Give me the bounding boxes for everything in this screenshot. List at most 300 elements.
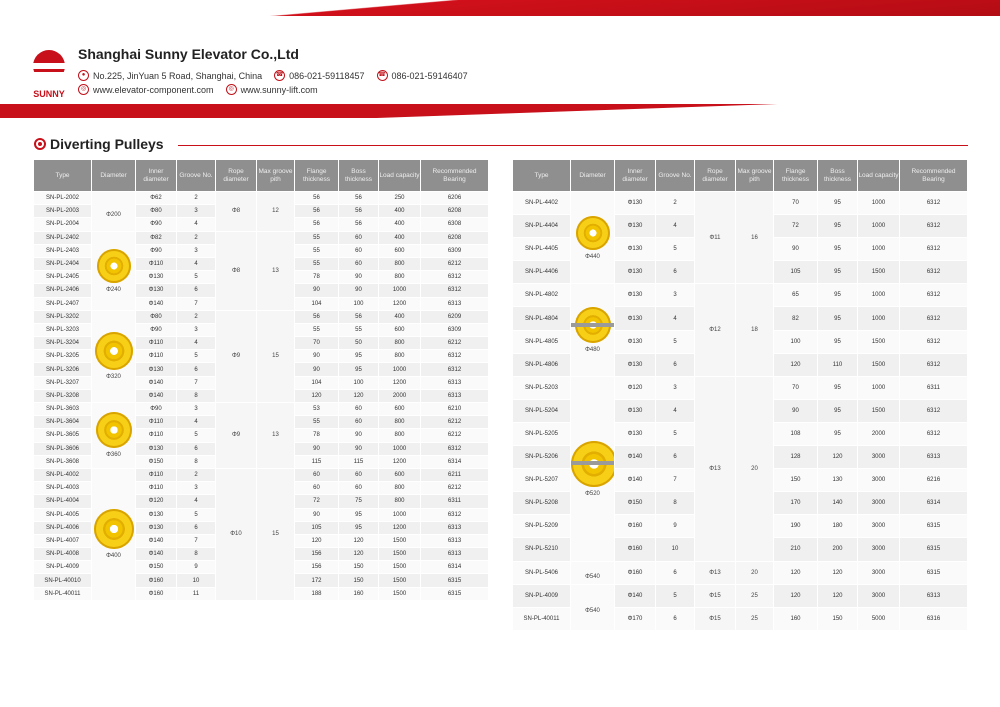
rope-diameter-cell: Φ8 bbox=[216, 192, 257, 232]
pulley-image bbox=[97, 249, 131, 283]
rope-diameter-cell: Φ9 bbox=[216, 310, 257, 402]
groove-no-cell: 2 bbox=[177, 310, 216, 323]
load-capacity-cell: 1500 bbox=[379, 534, 421, 547]
type-cell: SN-PL-3202 bbox=[34, 310, 92, 323]
load-capacity-cell: 800 bbox=[379, 350, 421, 363]
groove-no-cell: 7 bbox=[656, 469, 695, 492]
type-cell: SN-PL-3605 bbox=[34, 429, 92, 442]
recommended-bearing-cell: 6312 bbox=[900, 261, 968, 284]
inner-diameter-cell: Φ110 bbox=[136, 350, 177, 363]
rope-diameter-cell: Φ13 bbox=[695, 561, 736, 584]
inner-diameter-cell: Φ130 bbox=[615, 192, 656, 215]
recommended-bearing-cell: 6313 bbox=[421, 521, 489, 534]
right-pulley-table bbox=[512, 159, 968, 631]
groove-no-cell: 10 bbox=[177, 574, 216, 587]
phone1-text: 086-021-59118457 bbox=[289, 70, 365, 81]
recommended-bearing-cell: 6312 bbox=[900, 192, 968, 215]
inner-diameter-cell: Φ120 bbox=[615, 376, 656, 399]
flange-thickness-cell: 156 bbox=[295, 548, 339, 561]
flange-thickness-cell: 120 bbox=[774, 353, 818, 376]
load-capacity-cell: 800 bbox=[379, 482, 421, 495]
inner-diameter-cell: Φ90 bbox=[136, 403, 177, 416]
type-cell: SN-PL-2405 bbox=[34, 271, 92, 284]
recommended-bearing-cell: 6315 bbox=[900, 538, 968, 561]
type-cell: SN-PL-2404 bbox=[34, 257, 92, 270]
load-capacity-cell: 1200 bbox=[379, 521, 421, 534]
inner-diameter-cell: Φ150 bbox=[615, 492, 656, 515]
diameter-cell bbox=[92, 231, 136, 310]
boss-thickness-cell: 120 bbox=[339, 548, 379, 561]
col-header-load-capacity: Load capacity bbox=[379, 160, 421, 192]
recommended-bearing-cell: 6312 bbox=[900, 238, 968, 261]
rope-diameter-cell: Φ15 bbox=[695, 584, 736, 607]
load-capacity-cell: 800 bbox=[379, 257, 421, 270]
inner-diameter-cell: Φ110 bbox=[136, 468, 177, 481]
type-cell: SN-PL-2003 bbox=[34, 205, 92, 218]
inner-diameter-cell: Φ140 bbox=[615, 469, 656, 492]
boss-thickness-cell: 56 bbox=[339, 218, 379, 231]
flange-thickness-cell: 70 bbox=[774, 192, 818, 215]
flange-thickness-cell: 72 bbox=[774, 215, 818, 238]
boss-thickness-cell: 56 bbox=[339, 205, 379, 218]
groove-no-cell: 6 bbox=[177, 363, 216, 376]
type-cell: SN-PL-2407 bbox=[34, 297, 92, 310]
load-capacity-cell: 3000 bbox=[858, 584, 900, 607]
load-capacity-cell: 3000 bbox=[858, 538, 900, 561]
boss-thickness-cell: 120 bbox=[339, 389, 379, 402]
groove-no-cell: 6 bbox=[656, 561, 695, 584]
diameter-cell bbox=[92, 310, 136, 402]
max-groove-pith-cell: 15 bbox=[257, 310, 295, 402]
boss-thickness-cell: 60 bbox=[339, 468, 379, 481]
recommended-bearing-cell: 6313 bbox=[421, 376, 489, 389]
inner-diameter-cell: Φ130 bbox=[136, 521, 177, 534]
inner-diameter-cell: Φ130 bbox=[615, 422, 656, 445]
recommended-bearing-cell: 6315 bbox=[421, 587, 489, 600]
recommended-bearing-cell: 6312 bbox=[421, 284, 489, 297]
boss-thickness-cell: 95 bbox=[339, 350, 379, 363]
recommended-bearing-cell: 6312 bbox=[421, 271, 489, 284]
type-cell: SN-PL-2406 bbox=[34, 284, 92, 297]
groove-no-cell: 4 bbox=[656, 399, 695, 422]
recommended-bearing-cell: 6216 bbox=[900, 469, 968, 492]
inner-diameter-cell: Φ160 bbox=[615, 538, 656, 561]
address-text: No.225, JinYuan 5 Road, Shanghai, China bbox=[93, 70, 263, 81]
inner-diameter-cell: Φ90 bbox=[136, 218, 177, 231]
diameter-cell bbox=[92, 468, 136, 600]
type-cell: SN-PL-5206 bbox=[513, 446, 571, 469]
load-capacity-cell: 1000 bbox=[379, 442, 421, 455]
boss-thickness-cell: 95 bbox=[818, 399, 858, 422]
flange-thickness-cell: 120 bbox=[295, 534, 339, 547]
load-capacity-cell: 5000 bbox=[858, 607, 900, 630]
col-header-flange-thickness: Flange thickness bbox=[295, 160, 339, 192]
boss-thickness-cell: 60 bbox=[339, 231, 379, 244]
boss-thickness-cell: 95 bbox=[818, 261, 858, 284]
flange-thickness-cell: 90 bbox=[774, 399, 818, 422]
groove-no-cell: 7 bbox=[177, 534, 216, 547]
table-row bbox=[513, 192, 968, 215]
inner-diameter-cell: Φ120 bbox=[136, 495, 177, 508]
boss-thickness-cell: 95 bbox=[818, 307, 858, 330]
type-cell: SN-PL-5209 bbox=[513, 515, 571, 538]
type-cell: SN-PL-4402 bbox=[513, 192, 571, 215]
recommended-bearing-cell: 6314 bbox=[421, 455, 489, 468]
boss-thickness-cell: 95 bbox=[339, 508, 379, 521]
inner-diameter-cell: Φ90 bbox=[136, 323, 177, 336]
type-cell: SN-PL-40011 bbox=[513, 607, 571, 630]
inner-diameter-cell: Φ82 bbox=[136, 231, 177, 244]
type-cell: SN-PL-3204 bbox=[34, 337, 92, 350]
recommended-bearing-cell: 6313 bbox=[421, 548, 489, 561]
boss-thickness-cell: 200 bbox=[818, 538, 858, 561]
flange-thickness-cell: 160 bbox=[774, 607, 818, 630]
boss-thickness-cell: 120 bbox=[339, 534, 379, 547]
flange-thickness-cell: 188 bbox=[295, 587, 339, 600]
load-capacity-cell: 400 bbox=[379, 231, 421, 244]
flange-thickness-cell: 120 bbox=[295, 389, 339, 402]
flange-thickness-cell: 90 bbox=[295, 284, 339, 297]
diameter-label: Φ360 bbox=[106, 452, 121, 459]
groove-no-cell: 11 bbox=[177, 587, 216, 600]
fax-icon: ☎ bbox=[377, 70, 388, 81]
table-row bbox=[34, 310, 489, 323]
flange-thickness-cell: 90 bbox=[774, 238, 818, 261]
diameter-cell bbox=[571, 284, 615, 376]
type-cell: SN-PL-4805 bbox=[513, 330, 571, 353]
boss-thickness-cell: 60 bbox=[339, 257, 379, 270]
type-cell: SN-PL-3608 bbox=[34, 455, 92, 468]
groove-no-cell: 3 bbox=[656, 376, 695, 399]
type-cell: SN-PL-3207 bbox=[34, 376, 92, 389]
rope-diameter-cell: Φ13 bbox=[695, 376, 736, 561]
pulley-image bbox=[575, 307, 611, 343]
load-capacity-cell: 1500 bbox=[379, 587, 421, 600]
groove-no-cell: 6 bbox=[177, 284, 216, 297]
load-capacity-cell: 250 bbox=[379, 192, 421, 205]
type-cell: SN-PL-3208 bbox=[34, 389, 92, 402]
type-cell: SN-PL-4009 bbox=[34, 561, 92, 574]
type-cell: SN-PL-4008 bbox=[34, 548, 92, 561]
diameter-label: Φ200 bbox=[106, 212, 121, 219]
flange-thickness-cell: 78 bbox=[295, 429, 339, 442]
boss-thickness-cell: 60 bbox=[339, 403, 379, 416]
type-cell: SN-PL-4404 bbox=[513, 215, 571, 238]
type-cell: SN-PL-5204 bbox=[513, 399, 571, 422]
groove-no-cell: 3 bbox=[177, 482, 216, 495]
groove-no-cell: 3 bbox=[177, 323, 216, 336]
boss-thickness-cell: 120 bbox=[818, 584, 858, 607]
flange-thickness-cell: 70 bbox=[295, 337, 339, 350]
recommended-bearing-cell: 6312 bbox=[421, 363, 489, 376]
max-groove-pith-cell: 25 bbox=[736, 607, 774, 630]
groove-no-cell: 4 bbox=[177, 495, 216, 508]
type-cell: SN-PL-4804 bbox=[513, 307, 571, 330]
contact-web-row bbox=[78, 84, 318, 95]
boss-thickness-cell: 95 bbox=[818, 192, 858, 215]
flange-thickness-cell: 56 bbox=[295, 218, 339, 231]
sunny-logo bbox=[28, 46, 70, 100]
inner-diameter-cell: Φ90 bbox=[136, 244, 177, 257]
groove-no-cell: 7 bbox=[177, 297, 216, 310]
groove-no-cell: 3 bbox=[177, 205, 216, 218]
col-header-recommended-bearing: Recommended Bearing bbox=[421, 160, 489, 192]
col-header-inner-diameter: Inner diameter bbox=[615, 160, 656, 192]
boss-thickness-cell: 75 bbox=[339, 495, 379, 508]
inner-diameter-cell: Φ130 bbox=[136, 271, 177, 284]
load-capacity-cell: 1500 bbox=[858, 399, 900, 422]
flange-thickness-cell: 60 bbox=[295, 482, 339, 495]
groove-no-cell: 8 bbox=[656, 492, 695, 515]
groove-no-cell: 8 bbox=[177, 389, 216, 402]
web1-text: www.elevator-component.com bbox=[93, 84, 214, 95]
boss-thickness-cell: 180 bbox=[818, 515, 858, 538]
inner-diameter-cell: Φ130 bbox=[615, 399, 656, 422]
type-cell: SN-PL-4002 bbox=[34, 468, 92, 481]
col-header-recommended-bearing: Recommended Bearing bbox=[900, 160, 968, 192]
load-capacity-cell: 3000 bbox=[858, 515, 900, 538]
table-row bbox=[513, 561, 968, 584]
inner-diameter-cell: Φ140 bbox=[615, 446, 656, 469]
load-capacity-cell: 400 bbox=[379, 218, 421, 231]
max-groove-pith-cell: 13 bbox=[257, 231, 295, 310]
boss-thickness-cell: 150 bbox=[339, 561, 379, 574]
boss-thickness-cell: 95 bbox=[339, 521, 379, 534]
diameter-label: Φ400 bbox=[106, 553, 121, 560]
phone-icon: ☎ bbox=[274, 70, 285, 81]
col-header-boss-thickness: Boss thickness bbox=[339, 160, 379, 192]
type-cell: SN-PL-2004 bbox=[34, 218, 92, 231]
col-header-rope-diameter: Rope diameter bbox=[695, 160, 736, 192]
recommended-bearing-cell: 6212 bbox=[421, 429, 489, 442]
flange-thickness-cell: 82 bbox=[774, 307, 818, 330]
boss-thickness-cell: 130 bbox=[818, 469, 858, 492]
flange-thickness-cell: 150 bbox=[774, 469, 818, 492]
boss-thickness-cell: 140 bbox=[818, 492, 858, 515]
boss-thickness-cell: 60 bbox=[339, 482, 379, 495]
recommended-bearing-cell: 6212 bbox=[421, 337, 489, 350]
recommended-bearing-cell: 6315 bbox=[900, 515, 968, 538]
load-capacity-cell: 1000 bbox=[858, 284, 900, 307]
flange-thickness-cell: 90 bbox=[295, 363, 339, 376]
boss-thickness-cell: 120 bbox=[818, 446, 858, 469]
boss-thickness-cell: 150 bbox=[818, 607, 858, 630]
inner-diameter-cell: Φ160 bbox=[136, 574, 177, 587]
diameter-label: Φ540 bbox=[585, 573, 600, 580]
recommended-bearing-cell: 6312 bbox=[900, 284, 968, 307]
load-capacity-cell: 1500 bbox=[379, 548, 421, 561]
type-cell: SN-PL-2002 bbox=[34, 192, 92, 205]
type-cell: SN-PL-5208 bbox=[513, 492, 571, 515]
type-cell: SN-PL-5203 bbox=[513, 376, 571, 399]
groove-no-cell: 6 bbox=[656, 607, 695, 630]
recommended-bearing-cell: 6206 bbox=[421, 192, 489, 205]
groove-no-cell: 5 bbox=[177, 508, 216, 521]
groove-no-cell: 3 bbox=[656, 284, 695, 307]
recommended-bearing-cell: 6211 bbox=[421, 468, 489, 481]
recommended-bearing-cell: 6312 bbox=[421, 442, 489, 455]
flange-thickness-cell: 105 bbox=[774, 261, 818, 284]
inner-diameter-cell: Φ130 bbox=[615, 238, 656, 261]
inner-diameter-cell: Φ130 bbox=[136, 508, 177, 521]
inner-diameter-cell: Φ110 bbox=[136, 429, 177, 442]
flange-thickness-cell: 60 bbox=[295, 468, 339, 481]
col-header-max-groove-pith: Max groove pith bbox=[257, 160, 295, 192]
section-title-text: Diverting Pulleys bbox=[50, 136, 164, 152]
groove-no-cell: 5 bbox=[177, 429, 216, 442]
table-row bbox=[34, 403, 489, 416]
recommended-bearing-cell: 6312 bbox=[900, 330, 968, 353]
groove-no-cell: 5 bbox=[177, 271, 216, 284]
max-groove-pith-cell: 12 bbox=[257, 192, 295, 232]
col-header-type: Type bbox=[513, 160, 571, 192]
type-cell: SN-PL-5205 bbox=[513, 422, 571, 445]
table-row bbox=[513, 376, 968, 399]
type-cell: SN-PL-4003 bbox=[34, 482, 92, 495]
flange-thickness-cell: 90 bbox=[295, 350, 339, 363]
boss-thickness-cell: 60 bbox=[339, 244, 379, 257]
recommended-bearing-cell: 6311 bbox=[421, 495, 489, 508]
phone2-text: 086-021-59146407 bbox=[391, 70, 468, 81]
inner-diameter-cell: Φ160 bbox=[615, 515, 656, 538]
type-cell: SN-PL-2403 bbox=[34, 244, 92, 257]
inner-diameter-cell: Φ110 bbox=[136, 257, 177, 270]
boss-thickness-cell: 55 bbox=[339, 323, 379, 336]
groove-no-cell: 5 bbox=[177, 350, 216, 363]
rope-diameter-cell: Φ9 bbox=[216, 403, 257, 469]
col-header-groove-no: Groove No. bbox=[656, 160, 695, 192]
table-header-row bbox=[513, 160, 968, 192]
flange-thickness-cell: 55 bbox=[295, 231, 339, 244]
groove-no-cell: 6 bbox=[656, 446, 695, 469]
diameter-label: Φ240 bbox=[106, 286, 121, 293]
boss-thickness-cell: 95 bbox=[339, 363, 379, 376]
recommended-bearing-cell: 6208 bbox=[421, 231, 489, 244]
table-header-row bbox=[34, 160, 489, 192]
groove-no-cell: 4 bbox=[177, 257, 216, 270]
load-capacity-cell: 3000 bbox=[858, 492, 900, 515]
load-capacity-cell: 1000 bbox=[858, 215, 900, 238]
flange-thickness-cell: 90 bbox=[295, 508, 339, 521]
inner-diameter-cell: Φ130 bbox=[615, 284, 656, 307]
boss-thickness-cell: 100 bbox=[339, 297, 379, 310]
max-groove-pith-cell: 18 bbox=[736, 284, 774, 376]
max-groove-pith-cell: 13 bbox=[257, 403, 295, 469]
groove-no-cell: 6 bbox=[656, 353, 695, 376]
groove-no-cell: 2 bbox=[177, 231, 216, 244]
load-capacity-cell: 600 bbox=[379, 403, 421, 416]
inner-diameter-cell: Φ140 bbox=[136, 297, 177, 310]
load-capacity-cell: 800 bbox=[379, 271, 421, 284]
gear-icon bbox=[34, 138, 46, 150]
flange-thickness-cell: 105 bbox=[295, 521, 339, 534]
recommended-bearing-cell: 6309 bbox=[421, 244, 489, 257]
type-cell: SN-PL-4406 bbox=[513, 261, 571, 284]
load-capacity-cell: 1500 bbox=[379, 561, 421, 574]
recommended-bearing-cell: 6312 bbox=[900, 215, 968, 238]
load-capacity-cell: 3000 bbox=[858, 561, 900, 584]
type-cell: SN-PL-5207 bbox=[513, 469, 571, 492]
red-divider-band bbox=[0, 104, 1000, 118]
diameter-cell bbox=[571, 561, 615, 584]
pulley-image bbox=[94, 509, 134, 549]
col-header-diameter: Diameter bbox=[571, 160, 615, 192]
recommended-bearing-cell: 6312 bbox=[900, 353, 968, 376]
boss-thickness-cell: 56 bbox=[339, 192, 379, 205]
groove-no-cell: 9 bbox=[177, 561, 216, 574]
type-cell: SN-PL-4006 bbox=[34, 521, 92, 534]
recommended-bearing-cell: 6312 bbox=[421, 350, 489, 363]
load-capacity-cell: 1200 bbox=[379, 297, 421, 310]
inner-diameter-cell: Φ140 bbox=[136, 548, 177, 561]
recommended-bearing-cell: 6212 bbox=[421, 257, 489, 270]
type-cell: SN-PL-40011 bbox=[34, 587, 92, 600]
load-capacity-cell: 1000 bbox=[379, 284, 421, 297]
flange-thickness-cell: 65 bbox=[774, 284, 818, 307]
type-cell: SN-PL-4802 bbox=[513, 284, 571, 307]
flange-thickness-cell: 90 bbox=[295, 442, 339, 455]
max-groove-pith-cell: 25 bbox=[736, 584, 774, 607]
col-header-diameter: Diameter bbox=[92, 160, 136, 192]
boss-thickness-cell: 95 bbox=[818, 376, 858, 399]
pulley-image bbox=[96, 412, 132, 448]
load-capacity-cell: 1200 bbox=[379, 455, 421, 468]
inner-diameter-cell: Φ110 bbox=[136, 337, 177, 350]
boss-thickness-cell: 95 bbox=[818, 422, 858, 445]
boss-thickness-cell: 95 bbox=[818, 330, 858, 353]
groove-no-cell: 4 bbox=[656, 215, 695, 238]
groove-no-cell: 7 bbox=[177, 376, 216, 389]
load-capacity-cell: 600 bbox=[379, 323, 421, 336]
flange-thickness-cell: 56 bbox=[295, 192, 339, 205]
pulley-image bbox=[571, 441, 615, 487]
recommended-bearing-cell: 6312 bbox=[900, 307, 968, 330]
table-row bbox=[34, 231, 489, 244]
diameter-label: Φ540 bbox=[585, 608, 600, 615]
groove-no-cell: 8 bbox=[177, 455, 216, 468]
type-cell: SN-PL-5406 bbox=[513, 561, 571, 584]
groove-no-cell: 5 bbox=[656, 330, 695, 353]
load-capacity-cell: 800 bbox=[379, 495, 421, 508]
groove-no-cell: 4 bbox=[177, 337, 216, 350]
load-capacity-cell: 1000 bbox=[858, 192, 900, 215]
recommended-bearing-cell: 6311 bbox=[900, 376, 968, 399]
inner-diameter-cell: Φ130 bbox=[136, 284, 177, 297]
inner-diameter-cell: Φ130 bbox=[136, 363, 177, 376]
title-underline bbox=[178, 145, 968, 146]
globe-icon: ◎ bbox=[226, 84, 237, 95]
load-capacity-cell: 1500 bbox=[858, 353, 900, 376]
left-pulley-table bbox=[33, 159, 489, 601]
recommended-bearing-cell: 6308 bbox=[421, 218, 489, 231]
type-cell: SN-PL-4405 bbox=[513, 238, 571, 261]
type-cell: SN-PL-3603 bbox=[34, 403, 92, 416]
recommended-bearing-cell: 6210 bbox=[421, 403, 489, 416]
groove-no-cell: 5 bbox=[656, 584, 695, 607]
inner-diameter-cell: Φ140 bbox=[136, 376, 177, 389]
load-capacity-cell: 3000 bbox=[858, 446, 900, 469]
web2-text: www.sunny-lift.com bbox=[240, 84, 318, 95]
flange-thickness-cell: 56 bbox=[295, 205, 339, 218]
boss-thickness-cell: 95 bbox=[818, 284, 858, 307]
load-capacity-cell: 1000 bbox=[858, 376, 900, 399]
flange-thickness-cell: 172 bbox=[295, 574, 339, 587]
col-header-max-groove-pith: Max groove pith bbox=[736, 160, 774, 192]
type-cell: SN-PL-2402 bbox=[34, 231, 92, 244]
boss-thickness-cell: 56 bbox=[339, 310, 379, 323]
recommended-bearing-cell: 6313 bbox=[900, 584, 968, 607]
diameter-label: Φ440 bbox=[585, 253, 600, 260]
